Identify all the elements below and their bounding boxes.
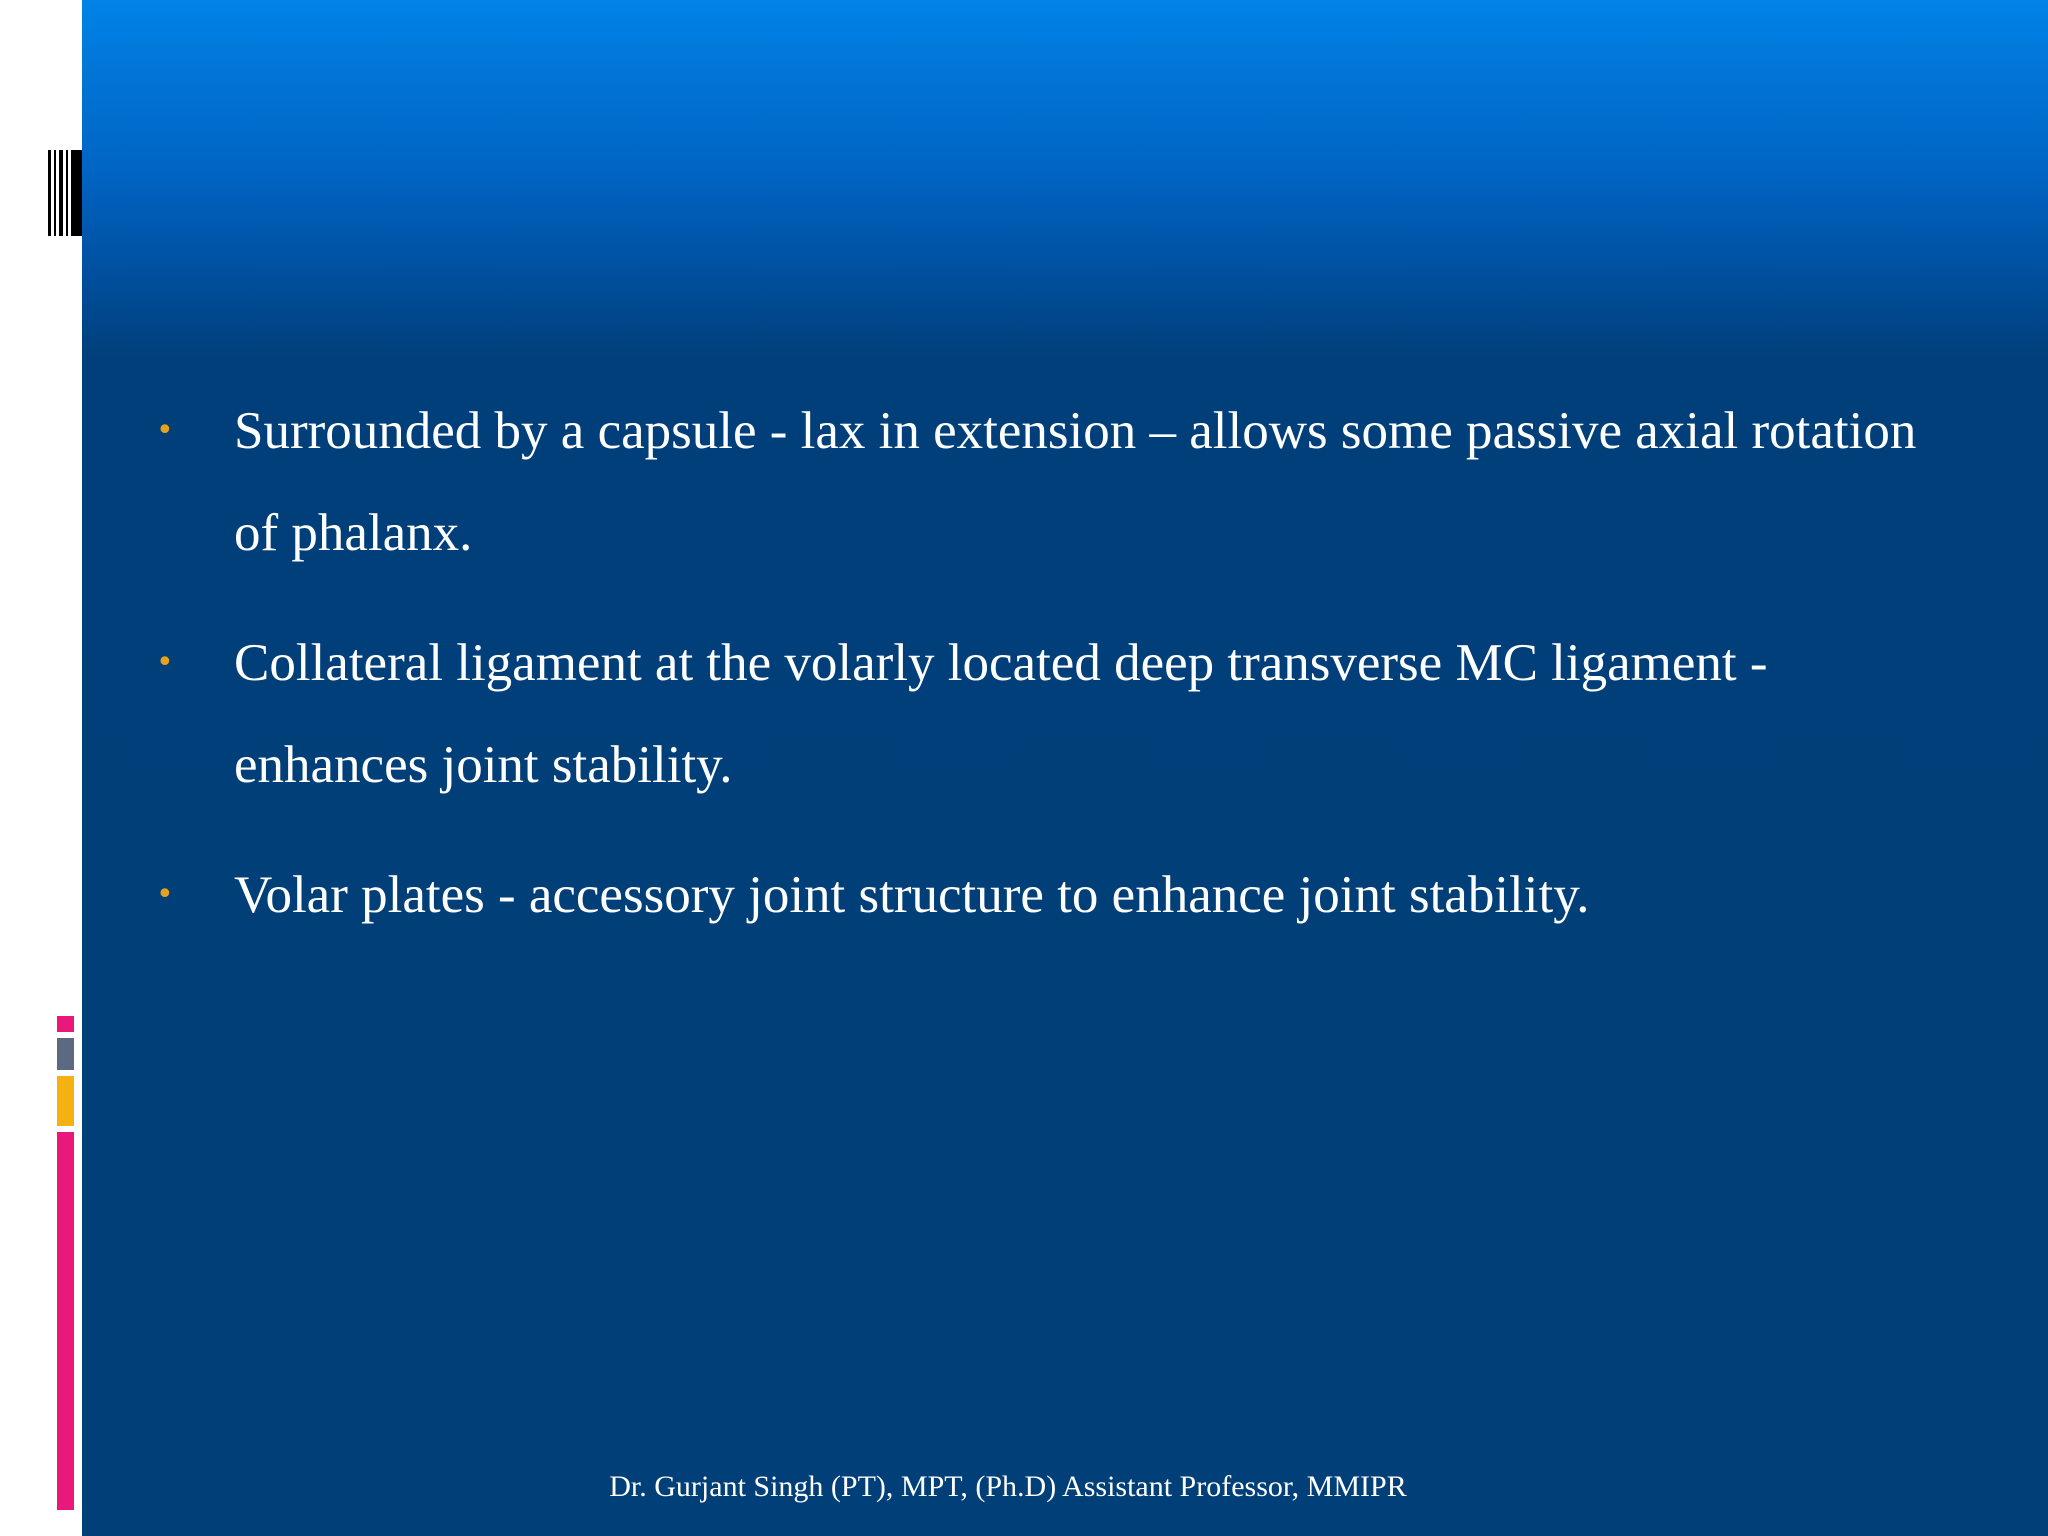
bullet-dot-icon: • xyxy=(156,877,174,912)
bullet-dot-icon: • xyxy=(156,413,174,448)
left-decoration-strip xyxy=(0,0,82,1536)
accent-bar-pink-small xyxy=(57,1016,74,1032)
slide-footer: Dr. Gurjant Singh (PT), MPT, (Ph.D) Assistant Professor, MMIPR xyxy=(609,1470,1407,1503)
bullet-list xyxy=(82,380,1962,974)
accent-bar-yellow xyxy=(57,1076,74,1126)
barcode-decoration-icon xyxy=(48,150,82,236)
bullet-item xyxy=(82,612,1962,816)
content-panel xyxy=(82,0,2048,1536)
bullet-text: Volar plates - accessory joint structure to enhance joint stability. xyxy=(234,866,1590,924)
accent-bar-pink-long xyxy=(57,1132,74,1510)
bullet-dot-icon: • xyxy=(156,645,174,680)
accent-bar-gray xyxy=(57,1038,74,1070)
bullet-text: Collateral ligament at the volarly located deep transverse MC ligament - enhances joint stability. xyxy=(234,634,1768,794)
bullet-item xyxy=(82,844,1962,946)
bullet-text: Surrounded by a capsule - lax in extension – allows some passive axial rotation of phalanx. xyxy=(234,402,1917,562)
bullet-item xyxy=(82,380,1962,584)
